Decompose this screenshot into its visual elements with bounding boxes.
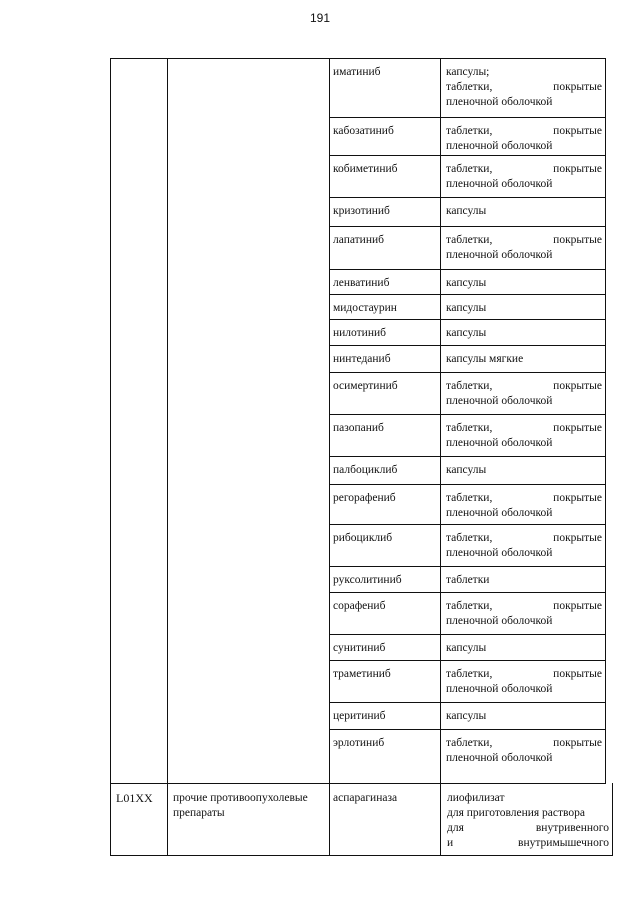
- row-divider: [329, 456, 606, 457]
- dosage-form-word: внутримышечного: [518, 837, 609, 849]
- drug-name-cell: кобиметиниб: [333, 163, 398, 175]
- dosage-form-line: пленочной оболочкой: [446, 683, 553, 695]
- atc-code-cell: L01XX: [116, 791, 153, 805]
- row-divider: [329, 294, 606, 295]
- dosage-form-cell: [447, 791, 609, 851]
- dosage-form-cell: [446, 379, 602, 409]
- dosage-form-word: таблетки,: [446, 492, 493, 504]
- column-border: [612, 783, 613, 855]
- row-divider: [329, 345, 606, 346]
- dosage-form-line: пленочной оболочкой: [446, 249, 553, 261]
- dosage-form-word: покрытые: [553, 600, 602, 612]
- dosage-form-line: [446, 599, 602, 614]
- row-divider: [329, 269, 606, 270]
- dosage-form-cell: [446, 421, 602, 451]
- drug-name-cell: эрлотиниб: [333, 737, 385, 749]
- dosage-form-word: таблетки,: [446, 532, 493, 544]
- dosage-form-line: пленочной оболочкой: [446, 395, 553, 407]
- dosage-form-word: таблетки,: [446, 668, 493, 680]
- drug-name-cell: лапатиниб: [333, 234, 384, 246]
- row-divider: [329, 634, 606, 635]
- table-top-border: [110, 58, 606, 59]
- dosage-form-cell: [446, 352, 602, 367]
- row-divider: [329, 414, 606, 415]
- row-divider: [329, 319, 606, 320]
- drug-name-cell: аспарагиназа: [333, 792, 398, 804]
- dosage-form-word: покрытые: [553, 125, 602, 137]
- dosage-form-word: покрытые: [553, 492, 602, 504]
- dosage-form-word: таблетки,: [446, 234, 493, 246]
- drug-name-cell: нилотиниб: [333, 327, 386, 339]
- dosage-form-line: [447, 821, 609, 836]
- dosage-form-word: таблетки,: [446, 600, 493, 612]
- dosage-form-line: пленочной оболочкой: [446, 752, 553, 764]
- dosage-form-word: покрытые: [553, 234, 602, 246]
- dosage-form-word: таблетки,: [446, 125, 493, 137]
- dosage-form-cell: [446, 124, 602, 154]
- drug-name-cell: кабозатиниб: [333, 125, 394, 137]
- dosage-form-word: таблетки,: [446, 163, 493, 175]
- column-border: [440, 58, 441, 855]
- column-border: [329, 58, 330, 855]
- dosage-form-cell: [446, 276, 602, 291]
- dosage-form-line: капсулы: [446, 277, 487, 289]
- drug-name-cell: сорафениб: [333, 600, 386, 612]
- dosage-form-line: для приготовления раствора: [447, 807, 585, 819]
- row-divider: [329, 197, 606, 198]
- dosage-form-cell: [446, 326, 602, 341]
- dosage-form-line: капсулы: [446, 302, 487, 314]
- drug-name-cell: сунитиниб: [333, 642, 386, 654]
- dosage-form-line: [446, 233, 602, 248]
- atc-group-name-cell: прочие противоопухолевые препараты: [173, 792, 308, 819]
- dosage-form-line: пленочной оболочкой: [446, 507, 553, 519]
- dosage-form-line: лиофилизат: [447, 792, 505, 804]
- dosage-form-word: таблетки,: [446, 737, 493, 749]
- dosage-form-word: для: [447, 822, 464, 834]
- dosage-form-cell: [446, 599, 602, 629]
- dosage-form-cell: [446, 301, 602, 316]
- dosage-form-word: таблетки,: [446, 81, 493, 93]
- dosage-form-line: пленочной оболочкой: [446, 547, 553, 559]
- dosage-form-cell: [446, 162, 602, 192]
- dosage-form-line: [446, 162, 602, 177]
- drug-name-cell: регорафениб: [333, 492, 396, 504]
- drug-name-cell: осимертиниб: [333, 380, 398, 392]
- dosage-form-cell: [446, 531, 602, 561]
- dosage-form-line: капсулы: [446, 642, 487, 654]
- row-divider: [329, 729, 606, 730]
- table-bottom-border: [110, 855, 613, 856]
- dosage-form-word: таблетки,: [446, 422, 493, 434]
- dosage-form-line: таблетки: [446, 574, 490, 586]
- drug-name-cell: рибоциклиб: [333, 532, 393, 544]
- row-divider: [329, 592, 606, 593]
- dosage-form-line: [446, 80, 602, 95]
- dosage-form-line: [446, 379, 602, 394]
- dosage-form-word: покрытые: [553, 422, 602, 434]
- dosage-form-line: капсулы: [446, 464, 487, 476]
- dosage-form-word: покрытые: [553, 668, 602, 680]
- dosage-form-line: [446, 124, 602, 139]
- dosage-form-line: [446, 736, 602, 751]
- column-border: [605, 58, 606, 783]
- drug-name-cell: палбоциклиб: [333, 464, 398, 476]
- dosage-form-line: [446, 491, 602, 506]
- dosage-form-word: покрытые: [553, 737, 602, 749]
- row-divider: [329, 226, 606, 227]
- dosage-form-cell: [446, 709, 602, 724]
- dosage-form-line: [446, 421, 602, 436]
- dosage-form-word: таблетки,: [446, 380, 493, 392]
- column-border: [110, 58, 111, 855]
- drug-name-cell: иматиниб: [333, 66, 381, 78]
- dosage-form-line: капсулы: [446, 327, 487, 339]
- dosage-form-line: пленочной оболочкой: [446, 437, 553, 449]
- drug-name-cell: пазопаниб: [333, 422, 384, 434]
- dosage-form-word: покрытые: [553, 163, 602, 175]
- group-divider: [110, 783, 606, 784]
- row-divider: [329, 702, 606, 703]
- row-divider: [329, 484, 606, 485]
- drug-name-cell: нинтеданиб: [333, 353, 391, 365]
- drug-name-cell: церитиниб: [333, 710, 386, 722]
- dosage-form-cell: [446, 667, 602, 697]
- row-divider: [329, 524, 606, 525]
- dosage-form-line: [446, 667, 602, 682]
- dosage-form-cell: [446, 463, 602, 478]
- dosage-form-word: внутривенного: [535, 822, 609, 834]
- dosage-form-line: [447, 836, 609, 851]
- dosage-form-line: капсулы;: [446, 66, 490, 78]
- drug-name-cell: руксолитиниб: [333, 574, 402, 586]
- dosage-form-word: покрытые: [553, 380, 602, 392]
- row-divider: [329, 155, 606, 156]
- drug-name-cell: ленватиниб: [333, 277, 390, 289]
- dosage-form-line: пленочной оболочкой: [446, 615, 553, 627]
- dosage-form-line: [446, 531, 602, 546]
- drug-name-cell: кризотиниб: [333, 205, 390, 217]
- dosage-form-line: пленочной оболочкой: [446, 96, 553, 108]
- dosage-form-cell: [446, 491, 602, 521]
- dosage-form-word: и: [447, 837, 454, 849]
- dosage-form-line: капсулы: [446, 205, 487, 217]
- dosage-form-line: капсулы: [446, 710, 487, 722]
- dosage-form-cell: [446, 573, 602, 588]
- dosage-form-cell: [446, 641, 602, 656]
- dosage-form-line: капсулы мягкие: [446, 353, 524, 365]
- dosage-form-line: пленочной оболочкой: [446, 140, 553, 152]
- row-divider: [329, 660, 606, 661]
- page-number: 191: [309, 11, 331, 25]
- dosage-form-cell: [446, 65, 602, 110]
- row-divider: [329, 372, 606, 373]
- dosage-form-word: покрытые: [553, 532, 602, 544]
- row-divider: [329, 566, 606, 567]
- dosage-form-word: покрытые: [553, 81, 602, 93]
- drug-name-cell: мидостаурин: [333, 302, 397, 314]
- drug-name-cell: траметиниб: [333, 668, 391, 680]
- dosage-form-cell: [446, 204, 602, 219]
- column-border: [167, 58, 168, 855]
- dosage-form-cell: [446, 233, 602, 263]
- dosage-form-line: пленочной оболочкой: [446, 178, 553, 190]
- row-divider: [329, 117, 606, 118]
- dosage-form-cell: [446, 736, 602, 766]
